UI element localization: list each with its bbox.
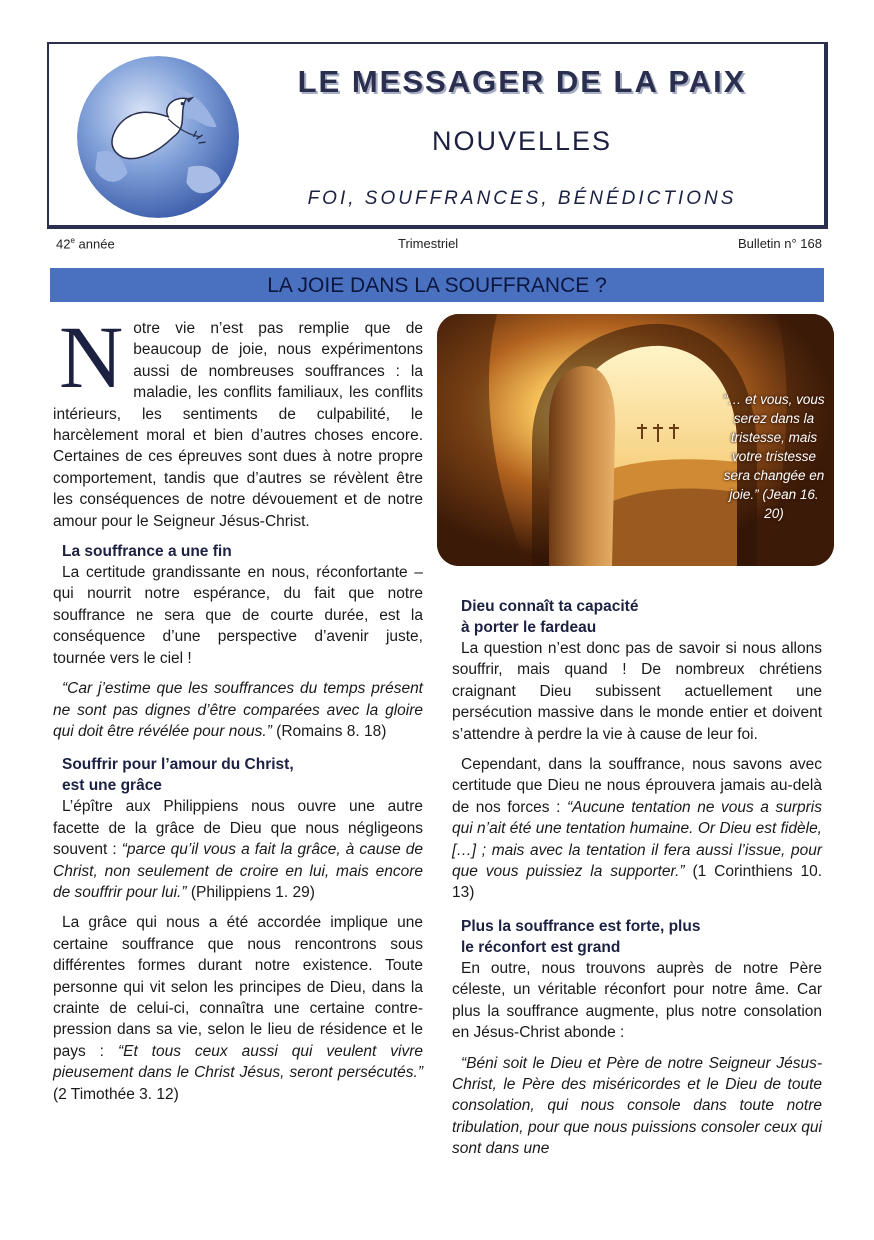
- paragraph-text: Cependant, dans la souffrance, nous savons avec certitude que Dieu ne nous éprouvera jamais au-delà de nos forces :: [452, 756, 822, 816]
- article-headline: LA JOIE DANS LA SOUFFRANCE ?: [50, 268, 824, 302]
- paragraph: [53, 912, 423, 1105]
- issue-frequency: Trimestriel: [398, 236, 459, 251]
- heading-line: le réconfort est grand: [461, 938, 621, 956]
- heading-line: Dieu connaît ta capacité: [461, 598, 639, 615]
- bible-quote: “Béni soit le Dieu et Père de notre Seigneur Jésus-Christ, le Père des miséricordes et le Dieu de toute consolation, qui nous console dans toute notre tribulation, pour que nous puissions consoler ceux qui sont dans une: [452, 1054, 822, 1158]
- newsletter-title: LE MESSAGER DE LA PAIX: [297, 64, 747, 99]
- masthead: [47, 42, 828, 229]
- right-column: [452, 596, 822, 1169]
- section-heading: La souffrance a une fin: [62, 543, 232, 561]
- paragraph: [53, 796, 423, 903]
- left-column: [53, 309, 423, 1114]
- quote-text: “parce qu’il vous a fait la grâce, à cause de Christ, non seulement de croire en lui, mais encore de souffrir pour lui.”: [53, 841, 423, 901]
- dove-globe-icon: [77, 56, 239, 218]
- paragraph: [452, 754, 822, 904]
- paragraph: La certitude grandissante en nous, réconfortante – qui nourrit notre espérance, du fait que notre souffrance ne sera que de courte durée, est la conséquence d’une perspective d’avenir juste, tournée vers le ciel !: [53, 564, 423, 667]
- photo-caption: “… et vous, vous serez dans la tristesse, mais votre tristesse sera changée en joie.” (Jean 16. 20): [723, 392, 825, 521]
- newsletter-subtitle: NOUVELLES: [431, 126, 613, 156]
- paragraph: La question n’est donc pas de savoir si nous allons souffrir, mais quand ! De nombreux chrétiens craignant Dieu subissent actuellement une persécution massive dans le monde entier et doivent s’attendre à perdre la vie à cause de leur foi.: [452, 640, 822, 743]
- quote-text: “Et tous ceux aussi qui veulent vivre pieusement dans le Christ Jésus, seront persécutés.”: [53, 1042, 423, 1082]
- year-label: année: [78, 236, 115, 252]
- quote-text: “Car j’estime que les souffrances du temps présent ne sont pas dignes d’être comparées avec la gloire qui doit être révélée pour nous.”: [53, 680, 423, 740]
- section-heading: [461, 596, 822, 638]
- quote-reference: (Romains 8. 18): [276, 722, 387, 740]
- paragraph: En outre, nous trouvons auprès de notre Père céleste, un véritable réconfort pour notre âme. Car plus la souffrance augmente, plus notre consolation en Jésus-Christ abonde :: [452, 959, 822, 1042]
- year-number: 42: [56, 236, 71, 252]
- heading-line: Plus la souffrance est forte, plus: [461, 917, 701, 935]
- dropcap: N: [59, 309, 124, 407]
- bible-quote: [53, 678, 423, 742]
- paragraph-text: L’épître aux Philippiens nous ouvre une autre facette de la grâce de Dieu que nous négligeons souvent :: [53, 798, 423, 859]
- quote-text: “Aucune tentation ne vous a surpris qui n’ait été une tentation humaine. Or Dieu est fidèle, […] ; mais avec la tentation il fera aussi l’issue, pour que vous puissiez la supporter.”: [452, 798, 822, 881]
- heading-line: est une grâce: [62, 777, 162, 795]
- bulletin-number: Bulletin n° 168: [738, 236, 822, 251]
- section-heading: [461, 916, 822, 958]
- intro-text: otre vie n’est pas remplie que de beaucoup de joie, nous expérimentons aussi de nombreuses souffrances : la maladie, les conflits familiaux, les conflits intérieurs, les sentiments de culpabilité, le harcèlement moral et bien d’autres choses encore. Certaines de ces épreuves sont dues à notre propre comportement, tandis que d’autres se révèlent être les conséquences de notre dévouement et de notre amour pour le Seigneur Jésus-Christ.: [53, 320, 423, 530]
- intro-paragraph: [53, 309, 423, 532]
- quote-reference: (1 Corinthiens 10. 13): [452, 863, 823, 902]
- paragraph-text: La grâce qui nous a été accordée implique une certaine souffrance que nous rencontrons sous différentes formes durant notre existence. Toute personne qui vit selon les principes de Dieu, dans la crainte de celui-ci, connaîtra une certaine contre-pression dans sa vie, selon le lieu de résidence et le pays :: [53, 914, 423, 1060]
- quote-reference: (Philippiens 1. 29): [190, 883, 315, 901]
- issue-year: [56, 236, 115, 251]
- quote-reference: (2 Timothée 3. 12): [53, 1085, 179, 1103]
- heading-line: à porter le fardeau: [461, 619, 597, 636]
- year-ordinal: e: [70, 236, 75, 245]
- section-heading: [62, 754, 423, 796]
- heading-line: Souffrir pour l’amour du Christ,: [62, 756, 294, 774]
- newsletter-tagline: FOI, SOUFFRANCES, BÉNÉDICTIONS: [307, 188, 737, 209]
